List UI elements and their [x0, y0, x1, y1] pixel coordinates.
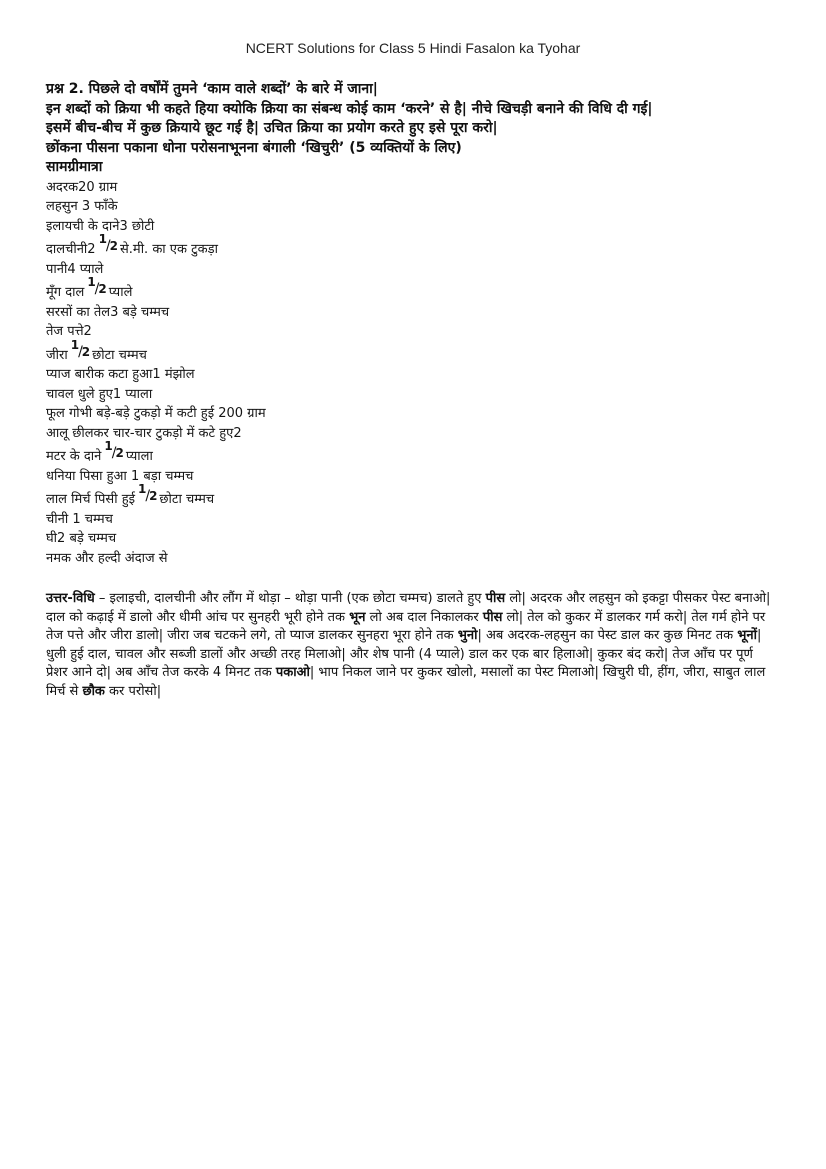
- material-text: सरसों का तेल3 बड़े चम्मच: [46, 304, 170, 320]
- material-item: [46, 217, 776, 237]
- material-text: मटर के दाने: [46, 449, 102, 464]
- material-text: घी2 बड़े चम्मच: [46, 531, 117, 546]
- material-unit: प्याला: [125, 449, 153, 464]
- answer-text: – इलाइची, दालचीनी और लौंग में थोड़ा – थोड़ा पानी (एक छोटा चम्मच) डालते हुए: [94, 591, 486, 606]
- material-item: [46, 322, 776, 342]
- material-item: [46, 260, 776, 280]
- answer-text: | अब अदरक-लहसुन का पेस्ट डाल कर कुछ मिनट तक: [477, 628, 738, 643]
- material-text: मूँग दाल: [46, 285, 85, 300]
- material-item: [46, 303, 776, 323]
- material-item: [46, 529, 776, 549]
- fraction-half: 1/2: [104, 439, 123, 461]
- material-text: नमक और हल्दी अंदाज से: [46, 550, 168, 566]
- material-item: [46, 275, 776, 303]
- material-text: आलू छीलकर चार-चार टुकड़ो में कटे हुए2: [46, 425, 242, 441]
- document-body: [46, 80, 776, 701]
- material-item: [46, 404, 776, 424]
- answer-verb: भूनों: [737, 628, 758, 643]
- answer-verb: छौक: [82, 683, 105, 699]
- answer-verb: पकाओ: [275, 665, 310, 680]
- material-text: लहसुन 3 फाँके: [46, 199, 118, 214]
- material-unit: प्याले: [108, 285, 133, 300]
- answer-text: कर परोसो|: [104, 683, 162, 699]
- material-text: पानी4 प्याले: [46, 261, 104, 277]
- materials-heading: सामग्रीमात्रा: [46, 159, 103, 175]
- material-text: चावल धुले हुए1 प्याला: [46, 386, 153, 402]
- question-line: इन शब्दों को क्रिया भी कहते हिया क्योकि क्रिया का संबन्ध कोई काम ‘करने’ से है| नीचे खिचड़ी बनाने की विधि दी गई|: [46, 100, 653, 117]
- material-item: [46, 510, 776, 530]
- answer-label: उत्तर-विधि: [46, 591, 95, 606]
- material-item: [46, 549, 776, 569]
- materials-list: [46, 178, 776, 569]
- answer-verb: पीस: [482, 609, 503, 625]
- material-unit: छोटा चम्मच: [92, 347, 147, 363]
- material-item: [46, 178, 776, 198]
- answer-text: | भाप निकल जाने पर कुकर खोलो, मसालों का पेस्ट मिलाओ| खिचुरी घी, हींग, जीरा, साबुत लाल मिर्च से: [46, 665, 766, 699]
- material-unit: छोटा चम्मच: [159, 492, 215, 507]
- question-title: प्रश्न 2. पिछले दो वर्षोंमें तुमने ‘काम वाले शब्दों’ के बारे में जाना|: [46, 81, 378, 97]
- material-text: लाल मिर्च पिसी हुई: [46, 492, 135, 507]
- material-text: चीनी 1 चम्मच: [46, 511, 113, 527]
- answer-text: लो| अदरक और लहसुन को इकट्टा पीसकर पेस्ट बनाओ| दाल को कढ़ाई में डालो और धीमी आंच पर सुनहरी भूरी होने तक: [46, 591, 771, 625]
- material-item: [46, 482, 776, 510]
- material-item: [46, 197, 776, 217]
- material-text: फूल गोभी बड़े-बड़े टुकड़ो में कटी हुई 200 ग्राम: [46, 406, 266, 421]
- material-text: इलायची के दाने3 छोटी: [46, 218, 155, 234]
- answer-text: लो| तेल को कुकर में डालकर गर्म करो| तेल गर्म होने पर तेज पत्ते और जीरा डालो| जीरा जब चटकने लगे, तो प्याज डालकर सुनहरा भूरा होने तक: [46, 609, 766, 643]
- material-text: तेज पत्ते2: [46, 324, 92, 339]
- material-item: [46, 467, 776, 487]
- question-word-list: छोंकना पीसना पकाना धोना परोसनाभूनना बंगाली ‘खिचुरी’ (5 व्यक्तियों के लिए): [46, 139, 462, 156]
- material-text: जीरा: [46, 347, 68, 363]
- material-item: [46, 439, 776, 467]
- question-block: [46, 80, 776, 178]
- material-text: धनिया पिसा हुआ 1 बड़ा चम्मच: [46, 468, 194, 484]
- material-text: अदरक20 ग्राम: [46, 179, 118, 195]
- fraction-half: 1/2: [98, 232, 117, 254]
- answer-verb: पीस: [485, 591, 506, 606]
- material-item: [46, 232, 776, 260]
- page-header: NCERT Solutions for Class 5 Hindi Fasalon ka Tyohar: [245, 40, 581, 56]
- answer-paragraph: [46, 590, 774, 701]
- material-text: प्याज बारीक कटा हुआ1 मंझोल: [46, 367, 195, 382]
- answer-text: लो अब दाल निकालकर: [365, 609, 483, 625]
- material-item: [46, 337, 776, 366]
- fraction-half: 1/2: [87, 275, 106, 297]
- answer-text: | धुली हुई दाल, चावल और सब्जी डालों और अच्छी तरह मिलाओ| और शेष पानी (4 प्याले) डाल कर एक बार हिलाओ| कुकर बंद करो| तेज आँच पर पूर्ण प्रेशर आने दो| अब आँच तेज करके 4 मिनट तक: [46, 628, 762, 680]
- material-text: दालचीनी2: [46, 242, 96, 257]
- material-unit: से.मी. का एक टुकड़ा: [120, 242, 218, 257]
- material-item: [46, 365, 776, 385]
- answer-verb: भून: [349, 609, 366, 625]
- fraction-half: 1/2: [137, 482, 157, 504]
- answer-verb: भुनो: [457, 628, 478, 643]
- fraction-half: 1/2: [70, 337, 90, 360]
- question-line: इसमें बीच-बीच में कुछ क्रियाये छूट गई है| उचित क्रिया का प्रयोग करते हुए इसे पूरा करो|: [46, 120, 498, 136]
- material-item: [46, 385, 776, 405]
- material-item: [46, 424, 776, 444]
